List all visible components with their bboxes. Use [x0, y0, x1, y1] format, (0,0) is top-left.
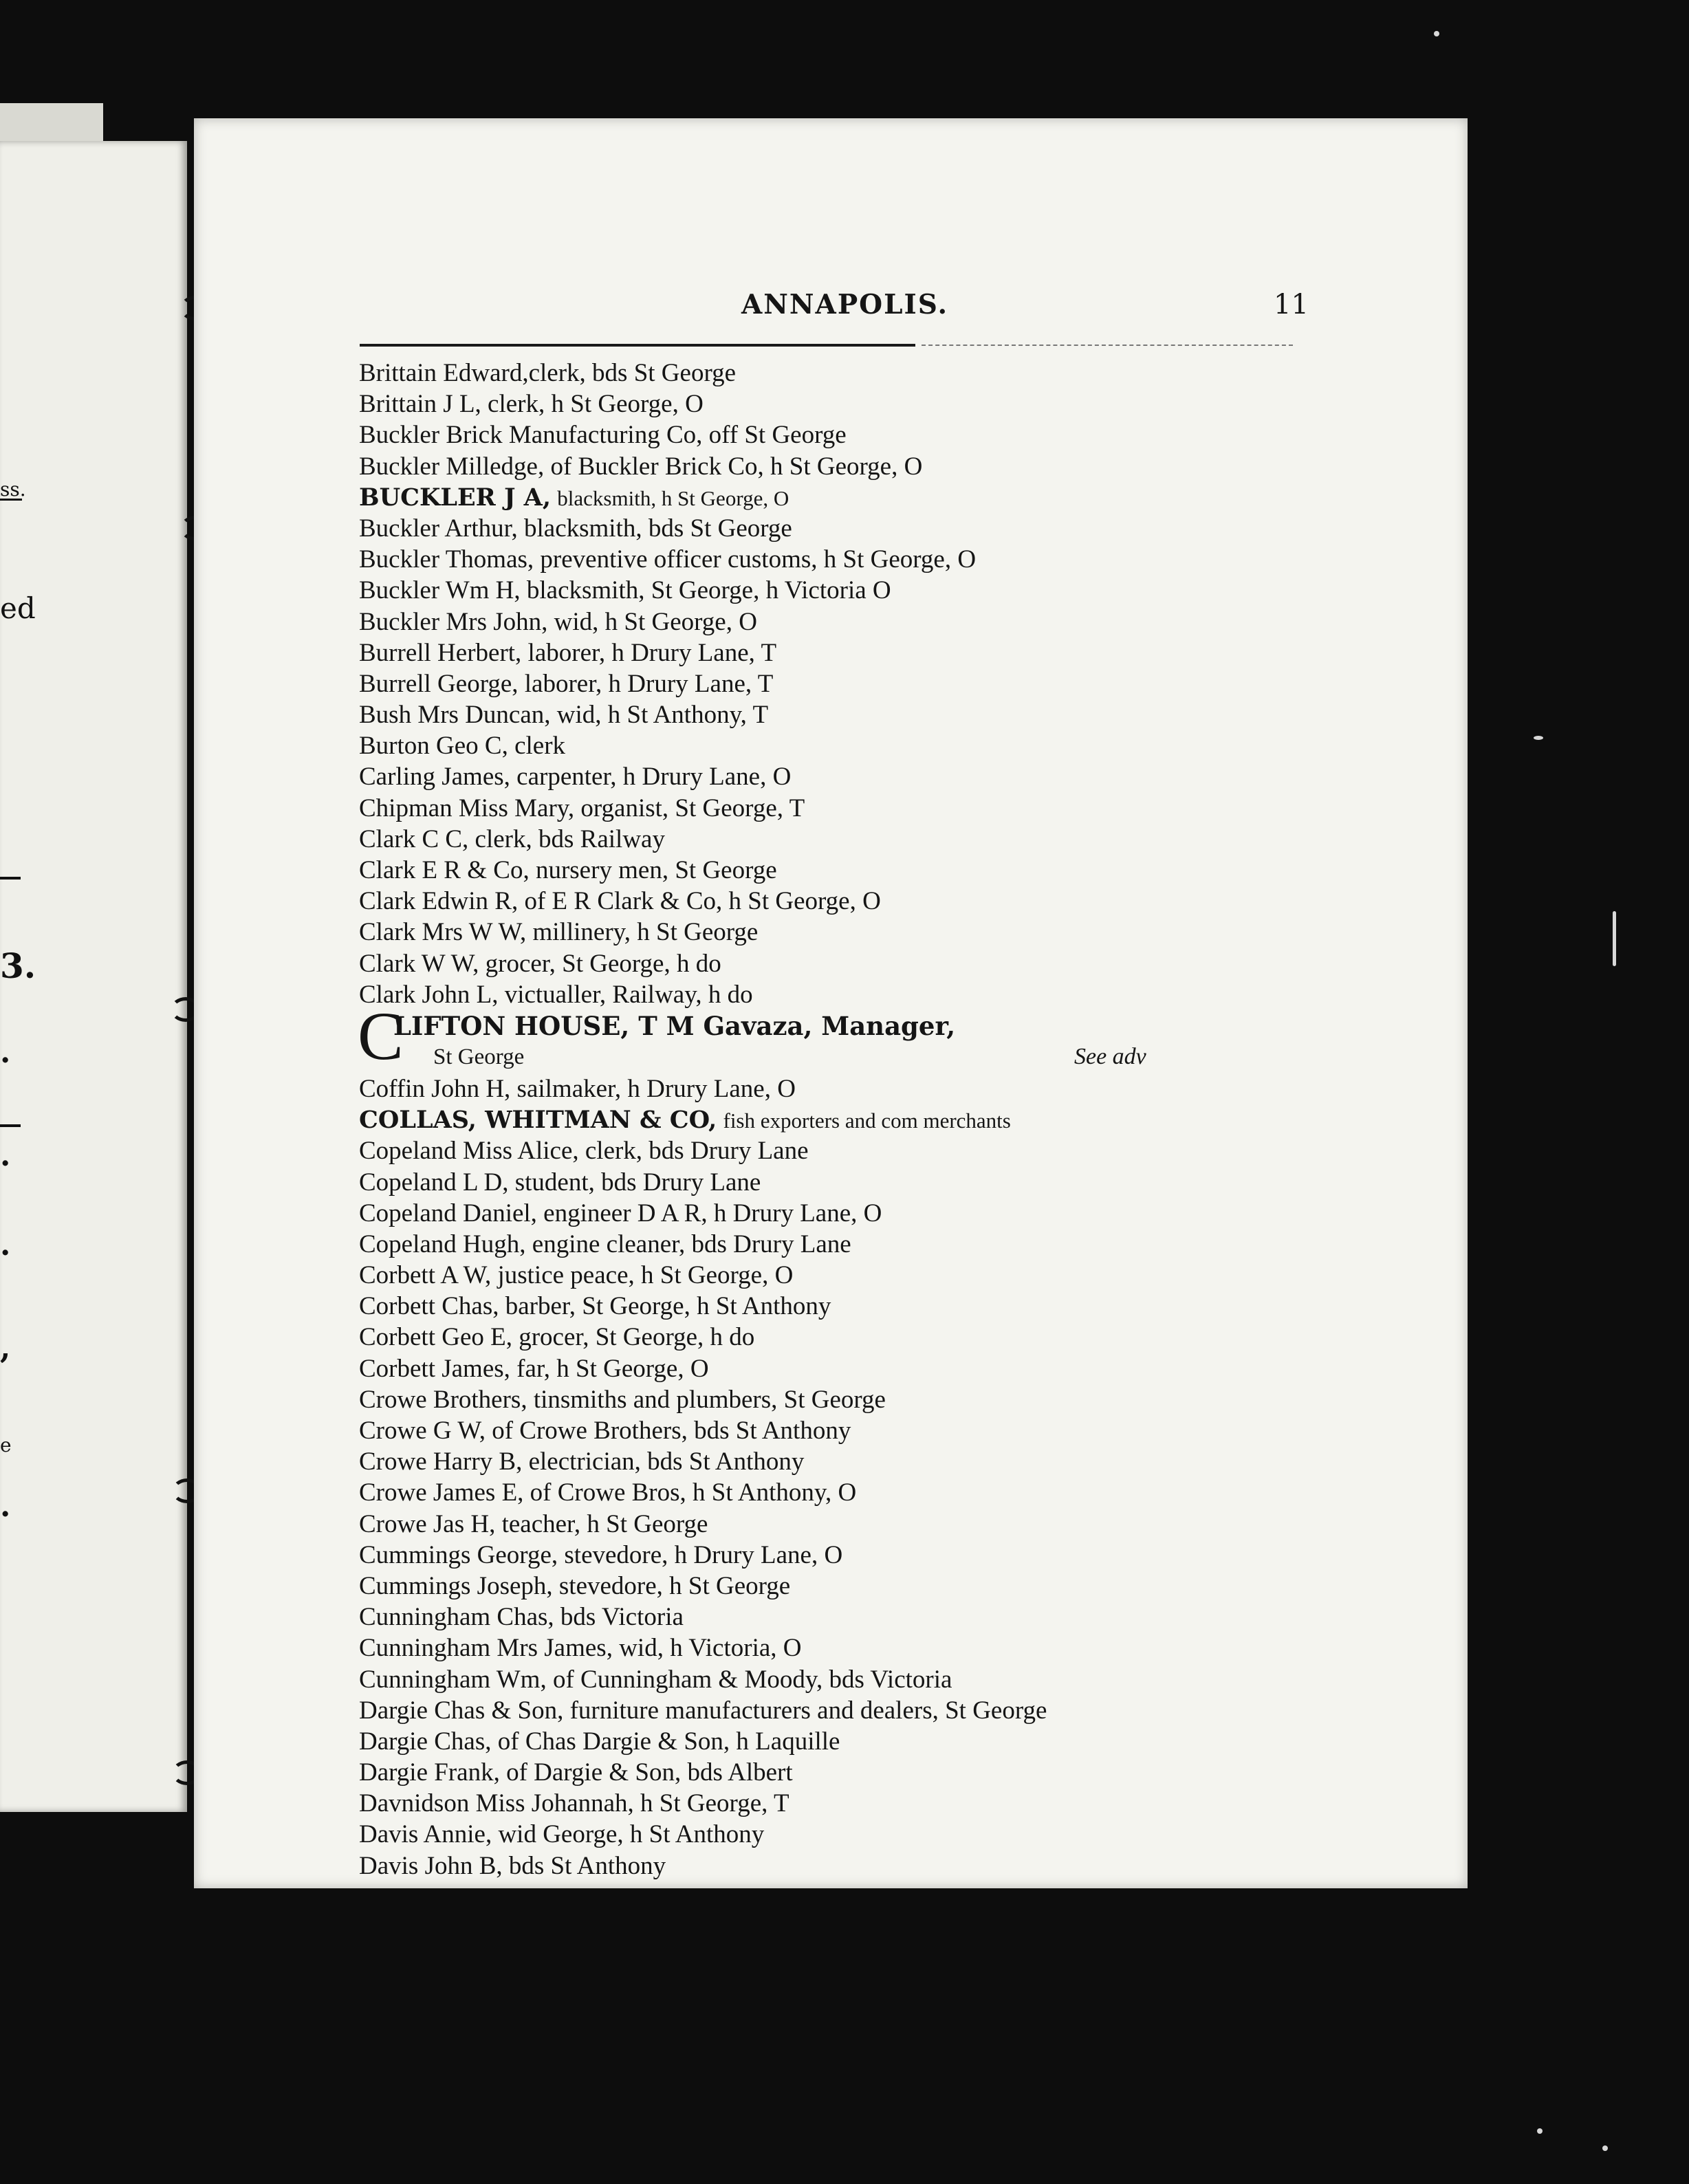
header-rule [360, 344, 915, 347]
directory-entry: Cummings George, stevedore, h Drury Lane, O [359, 1540, 843, 1569]
directory-entry: Buckler Milledge, of Buckler Brick Co, h St George, O [359, 452, 923, 481]
see-adv-note: See adv [1074, 1043, 1146, 1069]
left-margin-fragment: . [0, 1035, 11, 1070]
scan-speck [1434, 31, 1439, 36]
directory-entry: Brittain Edward,clerk, bds St George [359, 359, 737, 387]
entry-name-bold: COLLAS, WHITMAN & CO, [359, 1106, 717, 1135]
header-rule-dashed [922, 345, 1293, 346]
directory-entry: Cunningham Chas, bds Victoria [359, 1603, 684, 1632]
left-margin-fragment: ed [0, 591, 36, 625]
directory-entry: Cunningham Wm, of Cunningham & Moody, bds Victoria [359, 1665, 952, 1694]
directory-entry: Copeland Miss Alice, clerk, bds Drury Lane [359, 1137, 809, 1166]
directory-entry: Bush Mrs Duncan, wid, h St Anthony, T [359, 701, 769, 730]
scan-speck [1602, 2145, 1608, 2151]
directory-entry: Buckler Thomas, preventive officer customs, h St George, O [359, 545, 977, 574]
directory-entry: Burton Geo C, clerk [359, 732, 566, 761]
directory-entry: Clark Edwin R, of E R Clark & Co, h St George, O [359, 887, 881, 916]
directory-entry: Davnidson Miss Johannah, h St George, T [359, 1789, 789, 1818]
previous-page [0, 141, 187, 1812]
directory-entry: Cummings Joseph, stevedore, h St George [359, 1571, 791, 1600]
directory-entry: Copeland L D, student, bds Drury Lane [359, 1168, 761, 1197]
scan-speck [1537, 2128, 1543, 2134]
scan-speck [1613, 911, 1616, 966]
previous-page-edge [0, 103, 103, 144]
directory-entry: Chipman Miss Mary, organist, St George, T [359, 794, 805, 822]
directory-entry: Clark Mrs W W, millinery, h St George [359, 918, 759, 947]
directory-entry: Copeland Daniel, engineer D A R, h Drury Lane, O [359, 1199, 882, 1227]
directory-entry: Crowe G W, of Crowe Brothers, bds St Anthony [359, 1417, 851, 1445]
directory-entry: Corbett James, far, h St George, O [359, 1354, 709, 1383]
directory-entry: Davis John B, bds St Anthony [359, 1851, 666, 1880]
directory-entry: Clark W W, grocer, St George, h do [359, 949, 721, 978]
directory-entry: Burrell George, laborer, h Drury Lane, T [359, 669, 774, 698]
left-margin-rule [0, 1124, 21, 1127]
directory-entry: Dargie Chas & Son, furniture manufacturers and dealers, St George [359, 1696, 1047, 1725]
directory-entry: Dargie Frank, of Dargie & Son, bds Albert [359, 1758, 793, 1787]
directory-entry: Buckler Wm H, blacksmith, St George, h Victoria O [359, 576, 891, 605]
directory-entry: Burrell Herbert, laborer, h Drury Lane, T [359, 638, 777, 667]
running-head: ANNAPOLIS. [741, 289, 949, 320]
directory-entry: Clark C C, clerk, bds Railway [359, 825, 665, 853]
left-margin-fragment: . [0, 1227, 11, 1263]
directory-entry: Copeland Hugh, engine cleaner, bds Drury Lane [359, 1230, 851, 1258]
page-number: 11 [1274, 289, 1309, 320]
entry-detail: blacksmith, h St George, O [557, 485, 789, 510]
clifton-house-address: St George [433, 1044, 525, 1069]
left-margin-fragment: . [0, 1489, 11, 1524]
left-margin-fragment: ss. [0, 478, 26, 501]
directory-entry: Buckler Mrs John, wid, h St George, O [359, 607, 757, 636]
directory-entry: Corbett A W, justice peace, h St George, O [359, 1261, 794, 1290]
left-margin-fragment: , [0, 1331, 11, 1366]
scan-speck [1534, 736, 1543, 740]
left-margin-fragment: 3. [0, 946, 36, 986]
directory-entry-bold [359, 1104, 1391, 1135]
directory-entry: Clark John L, victualler, Railway, h do [359, 980, 753, 1009]
directory-entry: Crowe Jas H, teacher, h St George [359, 1509, 708, 1538]
entry-name-bold: BUCKLER J A, [359, 483, 552, 512]
left-margin-fragment: . [0, 1138, 11, 1173]
directory-entry: Crowe James E, of Crowe Bros, h St Anthony, O [359, 1478, 857, 1507]
entry-detail: fish exporters and com merchants [723, 1109, 1011, 1133]
directory-entry-bold [359, 482, 1391, 513]
directory-entry: Clark E R & Co, nursery men, St George [359, 856, 777, 884]
drop-cap: C [358, 997, 404, 1074]
directory-entry: Carling James, carpenter, h Drury Lane, O [359, 763, 792, 791]
directory-entry: Corbett Geo E, grocer, St George, h do [359, 1323, 755, 1352]
left-margin-rule [0, 877, 21, 880]
clifton-house-advert-entry [358, 997, 1391, 1074]
directory-listing [359, 358, 1391, 1881]
directory-entry: Crowe Harry B, electrician, bds St Anthony [359, 1448, 805, 1476]
directory-entry: Davis Annie, wid George, h St Anthony [359, 1820, 765, 1849]
directory-entry: Crowe Brothers, tinsmiths and plumbers, St George [359, 1385, 886, 1414]
directory-entry: Corbett Chas, barber, St George, h St Anthony [359, 1292, 831, 1321]
left-margin-fragment: e [0, 1434, 12, 1456]
directory-entry: Dargie Chas, of Chas Dargie & Son, h Laquille [359, 1727, 840, 1756]
directory-entry: Brittain J L, clerk, h St George, O [359, 390, 704, 419]
directory-entry: Buckler Brick Manufacturing Co, off St George [359, 421, 847, 450]
directory-entry: Coffin John H, sailmaker, h Drury Lane, O [359, 1074, 796, 1103]
clifton-house-title: LIFTON HOUSE, T M Gavaza, Manager, [393, 1010, 956, 1041]
directory-entry: Cunningham Mrs James, wid, h Victoria, O [359, 1634, 802, 1663]
directory-entry: Buckler Arthur, blacksmith, bds St George [359, 514, 792, 543]
